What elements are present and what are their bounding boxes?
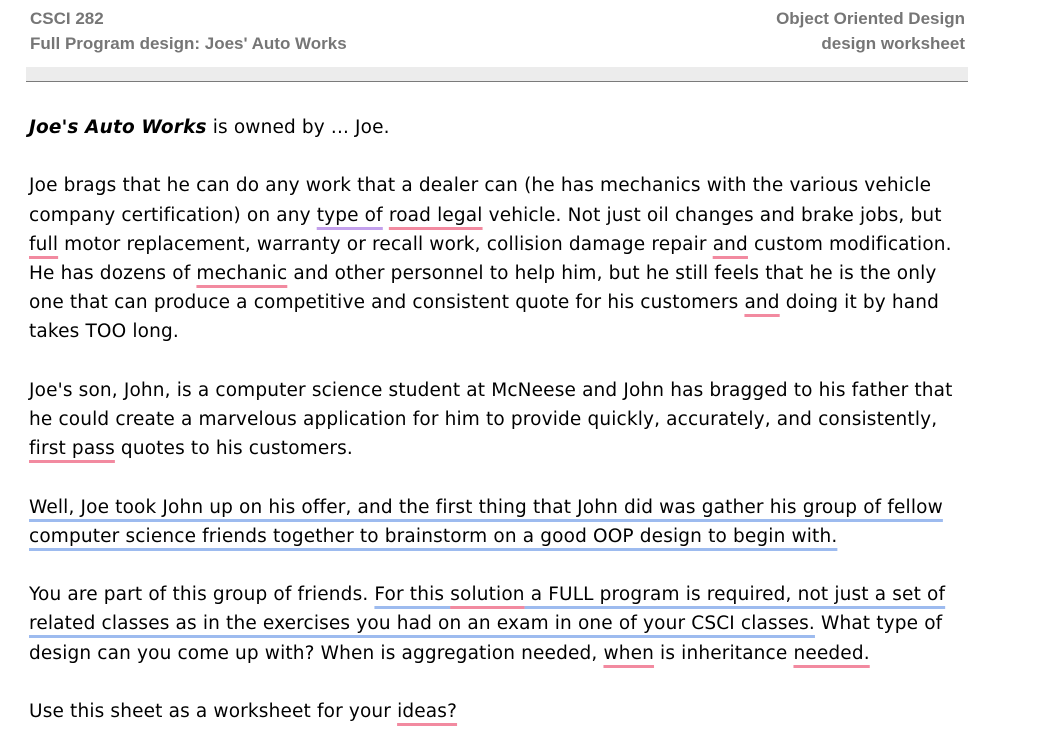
spelling-flag[interactable]: when xyxy=(603,642,655,664)
paragraph-offer xyxy=(29,493,969,551)
spelling-flag[interactable]: and xyxy=(712,233,748,255)
text-run: Use this sheet as a worksheet for your xyxy=(29,700,398,722)
spelling-flag[interactable]: road legal xyxy=(388,204,483,226)
text-run: Joe's son, John, is a computer science student at McNeese and John has bragged to his father that he could create a marvelous application for him to provide quickly, accurately, and consistently, xyxy=(29,379,953,430)
text-run: Joe brags that he can do any work that a dealer can (he has mechanics with the various vehicle company certification) on any xyxy=(29,175,932,226)
text-run: vehicle. Not just oil changes and brake jobs, but xyxy=(482,204,942,226)
paragraph-worksheet xyxy=(29,697,969,726)
spelling-flag[interactable]: needed. xyxy=(793,642,870,664)
header-left xyxy=(30,6,347,56)
spelling-flag[interactable]: full xyxy=(29,233,59,255)
spelling-flag[interactable]: ideas? xyxy=(397,700,458,722)
grammar-flag[interactable]: type of xyxy=(316,204,383,226)
header-right xyxy=(776,6,965,56)
text-run: custom modification. He has dozens of xyxy=(29,233,952,284)
text-run: is owned by ... Joe. xyxy=(206,117,390,138)
business-name: Joe's Auto Works xyxy=(29,117,207,138)
text-run: motor replacement, warranty or recall work, collision damage repair xyxy=(58,233,713,255)
text-run: quotes to his customers. xyxy=(114,438,353,460)
text-run: a FULL program is required, not just a set of related classes as in the exercises you had on an exam in one of your CSCI classes. xyxy=(29,584,946,635)
paragraph-john xyxy=(29,376,969,464)
paragraph-task xyxy=(29,580,969,668)
spelling-flag[interactable]: and xyxy=(744,292,780,314)
document-body[interactable] xyxy=(29,113,969,755)
document-type: design worksheet xyxy=(821,34,965,53)
text-run: and other personnel to help him, but he still feels that he is the only one that can produce a competitive and consistent quote for his customers xyxy=(29,263,937,314)
text-run: doing it by hand takes TOO long. xyxy=(29,292,940,343)
clarity-flag[interactable]: Well, Joe took John up on his offer, and the first thing that John did was gather his group of fellow computer science friends together to brainstorm on a good OOP design to begin with. xyxy=(29,496,943,547)
text-run: For this xyxy=(374,584,451,606)
header-divider xyxy=(26,67,968,82)
document-header xyxy=(30,6,965,58)
text-run: is inheritance xyxy=(654,642,794,664)
subject-title: Object Oriented Design xyxy=(776,9,965,28)
paragraph-intro xyxy=(29,113,969,142)
spelling-flag[interactable]: first pass xyxy=(29,438,115,460)
spelling-flag[interactable]: mechanic xyxy=(196,263,288,284)
assignment-title: Full Program design: Joes' Auto Works xyxy=(30,34,347,53)
paragraph-joe-brags xyxy=(29,171,969,346)
spelling-flag[interactable]: solution xyxy=(450,584,525,606)
text-run: You are part of this group of friends. xyxy=(29,584,375,606)
text-run: What type of design can you come up with? When is aggregation needed, xyxy=(29,613,943,664)
course-code: CSCI 282 xyxy=(30,9,104,28)
